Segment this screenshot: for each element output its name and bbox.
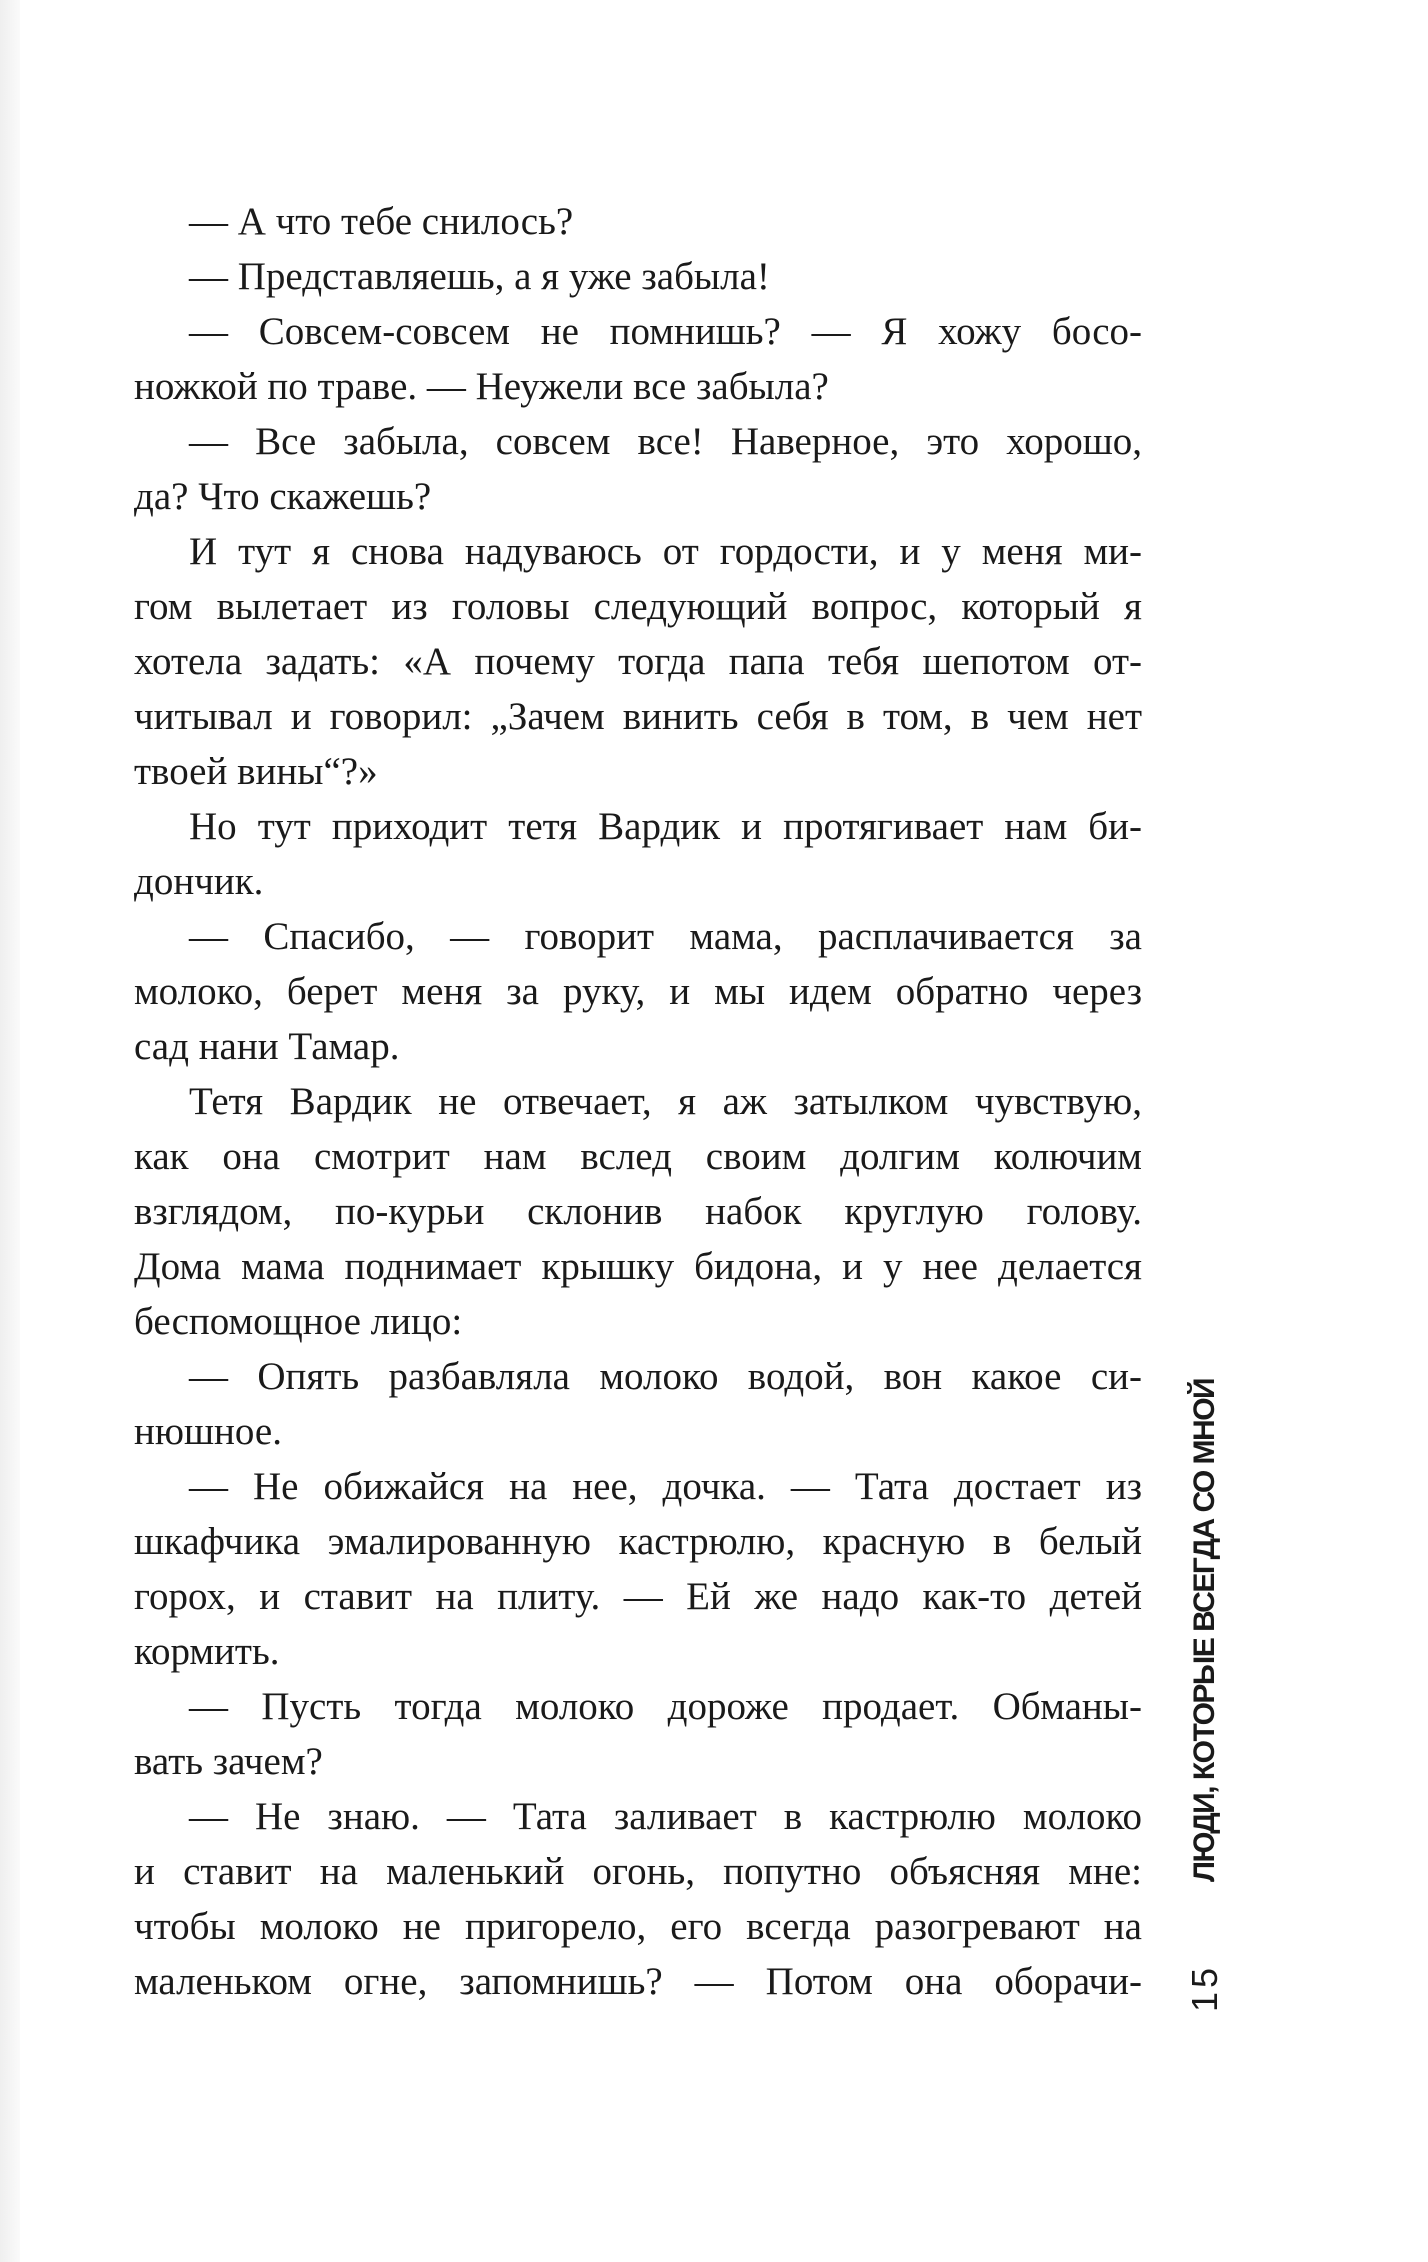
- text-line: да? Что скажешь?: [134, 475, 432, 518]
- text-line: — Не знаю. — Тата заливает в кастрюлю молоко: [189, 1795, 1142, 1838]
- text-line: горох, и ставит на плиту. — Ей же надо как-то детей: [134, 1575, 1142, 1618]
- text-line: читывал и говорил: „Зачем винить себя в том, в чем нет: [134, 695, 1142, 738]
- text-line: Тетя Вардик не отвечает, я аж затылком чувствую,: [189, 1080, 1142, 1123]
- text-line: ножкой по траве. — Неужели все забыла?: [134, 365, 829, 408]
- text-line: чтобы молоко не пригорело, его всегда разогревают на: [134, 1905, 1142, 1948]
- text-line: вать зачем?: [134, 1740, 323, 1783]
- page-number-text: 15: [1184, 1963, 1225, 2012]
- text-line: нюшное.: [134, 1410, 282, 1453]
- text-line: — Все забыла, совсем все! Наверное, это хорошо,: [189, 420, 1142, 463]
- text-line: И тут я снова надуваюсь от гордости, и у меня ми-: [189, 530, 1142, 573]
- text-line: сад нани Тамар.: [134, 1025, 400, 1068]
- text-line: — А что тебе снилось?: [189, 200, 574, 243]
- text-line: — Не обижайся на нее, дочка. — Тата достает из: [189, 1465, 1142, 1508]
- text-line: — Опять разбавляла молоко водой, вон какое си-: [189, 1355, 1142, 1398]
- text-line: шкафчика эмалированную кастрюлю, красную в белый: [134, 1520, 1142, 1563]
- text-line: — Представляешь, а я уже забыла!: [189, 255, 770, 298]
- text-line: — Спасибо, — говорит мама, расплачивается за: [189, 915, 1142, 958]
- text-line: дончик.: [134, 860, 264, 903]
- text-line: гом вылетает из головы следующий вопрос, который я: [134, 585, 1142, 628]
- text-line: — Пусть тогда молоко дороже продает. Обманы-: [189, 1685, 1142, 1728]
- text-line: как она смотрит нам вслед своим долгим колючим: [134, 1135, 1142, 1178]
- running-title: [1185, 1378, 1225, 1922]
- text-line: Дома мама поднимает крышку бидона, и у нее делается: [134, 1245, 1142, 1288]
- text-line: и ставит на маленький огонь, попутно объясняя мне:: [134, 1850, 1142, 1893]
- text-line: маленьком огне, запомнишь? — Потом она оборачи-: [134, 1960, 1142, 2003]
- text-line: беспомощное лицо:: [134, 1300, 463, 1343]
- text-line: хотела задать: «А почему тогда папа тебя шепотом от-: [134, 640, 1142, 683]
- text-line: Но тут приходит тетя Вардик и протягивает нам би-: [189, 805, 1142, 848]
- text-line: — Совсем-совсем не помнишь? — Я хожу босо-: [189, 310, 1142, 353]
- page-number: [1184, 1963, 1225, 2052]
- text-line: взглядом, по-курьи склонив набок круглую голову.: [134, 1190, 1142, 1233]
- text-line: молоко, берет меня за руку, и мы идем обратно через: [134, 970, 1142, 1013]
- running-title-text: ЛЮДИ, КОТОРЫЕ ВСЕГДА СО МНОЙ: [1188, 1378, 1221, 1882]
- text-line: твоей вины“?»: [134, 750, 378, 793]
- text-line: кормить.: [134, 1630, 280, 1673]
